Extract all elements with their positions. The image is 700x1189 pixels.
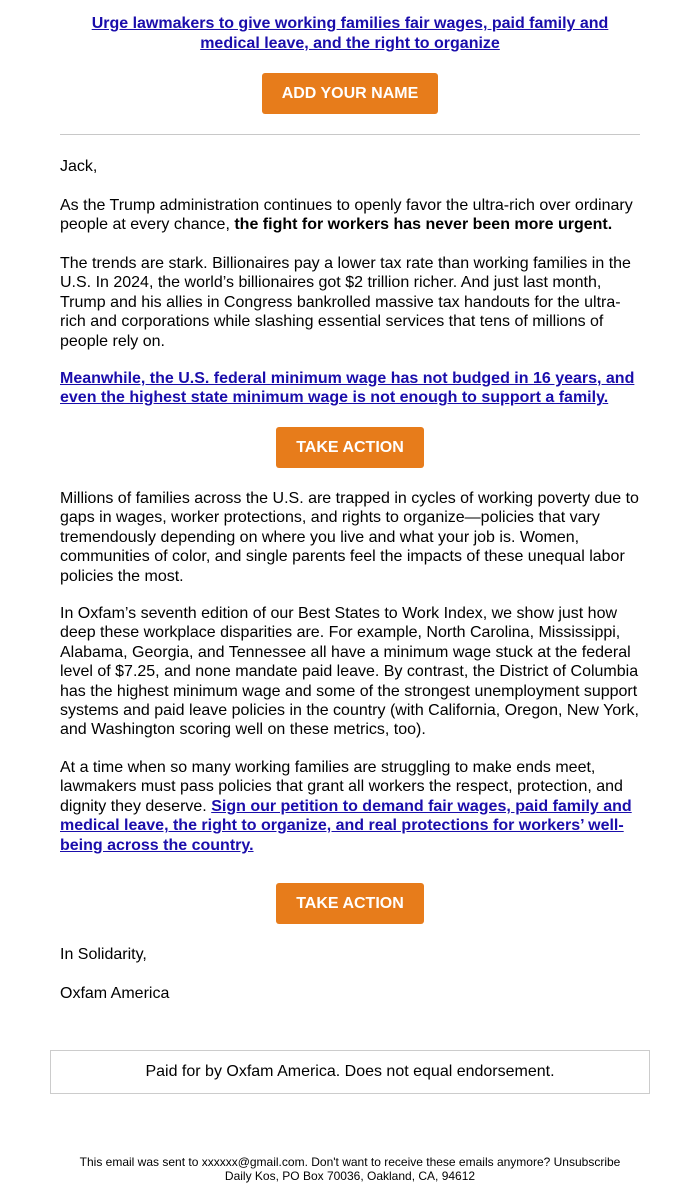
legal-line-unsubscribe[interactable]: This email was sent to xxxxxx@gmail.com. Don't want to receive these emails anymore? Unsubscribe (79, 1155, 621, 1169)
intro-text: As the Trump administration continues to openly favor the ultra-rich over ordinary people at every chance, (60, 197, 633, 234)
divider (60, 134, 640, 135)
take-action-button-2[interactable]: TAKE ACTION (276, 883, 424, 924)
legal-line-address: Daily Kos, PO Box 70036, Oakland, CA, 94612 (224, 1169, 476, 1183)
intro-bold: the fight for workers has never been more urgent. (234, 216, 613, 234)
legal-footer (0, 1155, 700, 1183)
signature: Oxfam America (60, 985, 170, 1002)
greeting: Jack, (60, 158, 98, 175)
signoff: In Solidarity, (60, 946, 147, 963)
paragraph-trends: The trends are stark. Billionaires pay a lower tax rate than working families in the U.S. In 2024, the world’s billionaires got $2 trillion richer. And just last month, Trump and his allies in Congress bankrolled massive tax handouts for the ultra-rich and corporations while slashing essential services that tens of millions of people rely on. (60, 255, 631, 350)
take-action-button-1[interactable]: TAKE ACTION (276, 427, 424, 468)
paragraph-petition (60, 758, 640, 855)
minimum-wage-link[interactable]: Meanwhile, the U.S. federal minimum wage has not budged in 16 years, and even the highest state minimum wage is not enough to support a family. (60, 370, 635, 407)
paragraph-best-states-index: In Oxfam’s seventh edition of our Best States to Work Index, we show just how deep these workplace disparities are. For example, North Carolina, Mississippi, Alabama, Georgia, and Tennessee all have a minimum wage stuck at the federal level of $7.25, and none mandate paid leave. By contrast, the District of Columbia has the highest minimum wage and some of the strongest unemployment support systems and paid leave policies in the country (with California, Oregon, New York, and Washington scoring well on these metrics, too). (60, 605, 639, 739)
petition-headline (60, 14, 640, 54)
disclaimer-text: Paid for by Oxfam America. Does not equal endorsement. (145, 1063, 555, 1080)
petition-text: At a time when so many working families are struggling to make ends meet, lawmakers must pass policies that grant all workers the respect, protection, and dignity they deserve. (60, 759, 623, 815)
paragraph-minimum-wage (60, 369, 640, 408)
petition-link[interactable]: Sign our petition to demand fair wages, paid family and medical leave, the right to organize, and real protections for workers’ well-being across the country. (60, 797, 632, 854)
headline-link[interactable]: Urge lawmakers to give working families fair wages, paid family and medical leave, and the right to organize (91, 15, 609, 52)
paragraph-intro (60, 196, 640, 235)
add-your-name-button[interactable]: ADD YOUR NAME (262, 73, 438, 114)
paid-for-disclaimer (50, 1050, 650, 1094)
paragraph-working-poverty: Millions of families across the U.S. are trapped in cycles of working poverty due to gaps in wages, worker protections, and rights to organize—policies that vary tremendously depending on where you live and what your job is. Women, communities of color, and single parents feel the impacts of these unequal labor policies the most. (60, 490, 639, 585)
